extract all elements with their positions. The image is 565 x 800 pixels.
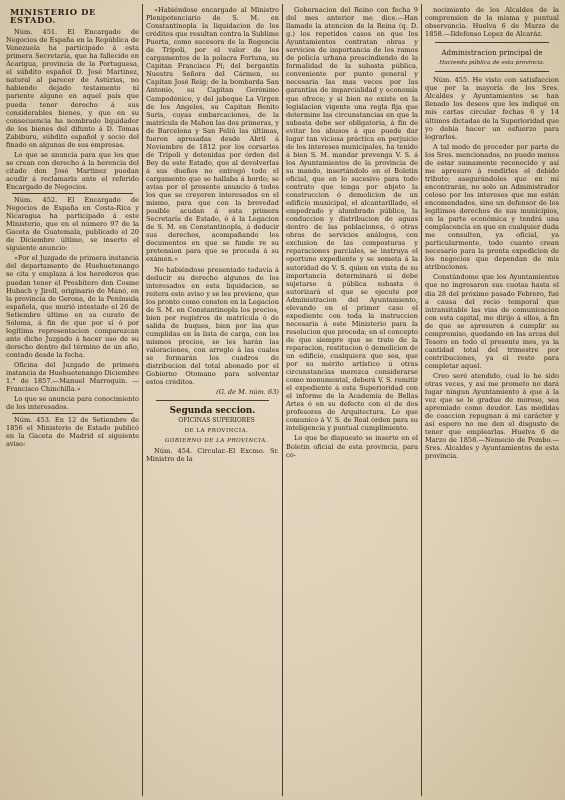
divider [12, 413, 133, 414]
paragraph: Núm. 451. El Encargado de Negocios de España en la República de Venezuela ha participado á esta primera Secretaría, que ha fallecido en Acarigua, provincia de la Portuguesa, el súbdito español D. José Martinez, natural al parecer de Astúrias, no habiendo dejado testamento ni pariente alguno en aquel país que pueda tener derecho á sus considerables bienes, y que en su consecuencia ha nombrado liquidador de los bienes del difunto á D. Tomas Zabiburu, súbdito español y socio del finado en algunas de sus empresas. [6, 28, 139, 149]
paragraph: Núm. 454. Circular.-El Excmo. Sr. Ministro de la [146, 447, 279, 464]
section-heading: Segunda seccion. [169, 406, 256, 417]
paragraph: Lo que se anuncia para conocimiento de los interesados. [6, 395, 139, 412]
paragraph: Lo que he dispuesto se inserte en el Boletin oficial de esta provincia, para co- [286, 434, 418, 459]
column-2 [146, 6, 279, 796]
divider [12, 193, 133, 194]
column-rule [421, 4, 422, 796]
column-4 [425, 6, 559, 796]
section-subheading: GOBIERNO DE LA PROVINCIA. [164, 438, 269, 445]
column-3 [286, 6, 418, 796]
office-subheading: Hacienda pública de esta provincia. [439, 60, 545, 67]
section-subheading: DE LA PROVINCIA. [184, 428, 249, 435]
column-rule [282, 4, 283, 796]
paragraph: Núm. 455. He visto con satisfaccion que por la mayoría de los Sres. Alcaldes y Ayuntamientos se han llenado los deseos que les indiqué en mis cartas circular fechas 6 y 14 últimos dictadas de la Superioridad que yo debia hacer un esfuerzo para lograrlos. [425, 76, 559, 141]
paragraph: Gobernacion del Reino con fecha 9 del mes anterior me dice.—Han llamado la atencion de la Reina (q. D. g.) los repetidos casos en que los Ayuntamientos contratan obras y servicios de importancia de los ramos de policía urbana prescindiendo de la formalidad de la subasta pública, conveniente por punto general y necesaria las mas veces por las garantías de imparcialidad y economía que ofrece; y si bien no existe en la legislacion vigente una regla fija que determine las circunstancias en que la subasta debe ser obligatoria, á fin de evitar los abusos á que puede dar lugar tan viciosa práctica en perjuicio de los intereses municipales, ha tenido á bien S. M. mandar prevenga V. S. á los Ayuntamientos de la provincia de su mando, insertándolo en el Boletin oficial, que en lo sucesivo para todo contrato que tenga por objeto la construccion ó demolicion de un edificio municipal, el alcantarillado, el empedrado y alumbrado público, la conduccion y distribucion de aguas dentro de las poblaciones, ó otras obras de servicios análogos, con exclusion de las composturas y reparaciones parciales, se instruya el oportuno expediente y se someta á la autoridad de V. S. quien en vista de su importancia determinará si debe sujetarse á pública subasta ó autorizará el que se ejecute por Administracion del Ayuntamiento, elevando en el primer caso el expediente con toda la instruccion necesaria á este Ministerio para la resolucion que proceda; en el concepto de que siempre que se trate de la reparacion, restitucion ó demolicion de un edificio, cualquiera que sea, que por su mérito artístico ú otras circunstancias merezca considerarse como monumental, deberá V. S. remitir el expediente á esta Superioridad con el informe de la Academia de Bellas Artes ó en su defecto con el de dos profesores de Arquitectura. Lo que comunico á V. S. de Real órden para su inteligencia y puntual cumplimiento. [286, 6, 418, 433]
paragraph: Núm. 452. El Encargado de Negocios de España en Costa-Rica y Nicaragua ha participado á este Ministerio, que en el número 97 de la Gaceta de Guatemala, publicado el 20 de Diciembre último, se inserto el siguiente anuncio: [6, 196, 139, 253]
paragraph: Núm. 453. En 12 de Setiembre de 1856 el Ministerio de Estado publicó en la Gaceta de Madrid el siguiente aviso: [6, 416, 139, 449]
paragraph: No habiéndose presentado todavía á deducir su derecho algunos de los interesados en esta liquidacion, se reitera este aviso y se les previene, que los pronto como consten en la Legacion de S. M. en Constantinopla los precios, bien por registros de matrícula ó de salida de buques, bien por las que cumplidas en la lista de carga, con los mismos precios, se les harán las valoraciones, con arreglo á las cuales se formarán los cuadros de distribucion del total abonado por el Gobierno Otomano para solventar estos créditos. [146, 265, 279, 387]
office-heading: Administracion principal de [441, 48, 543, 58]
source-reference: (G. de M. núm. 63) [216, 388, 279, 397]
paragraph: Creo seré atendido, cual lo he sido otras veces, y así me prometo no dará lugar ningun Ayuntamiento á que á la vez que se le gradue de moroso, sea apremiado como deudor. Las medidas de coaccion repugnan á mi carácter y así espero no me den el disgusto de tener que emplearlas. Huelva 6 de Marzo de 1858.—Nemecio de Pombo.—Sres. Alcaldes y Ayuntamientos de esta provincia. [425, 371, 559, 461]
paragraph: Oficina del Juzgado de primera instancia de Huehuetenango Diciembre 1.° de 1857.—Manuel Marroquin. —Francisco Chinchilla.» [6, 360, 139, 394]
column-1 [6, 6, 139, 796]
divider [435, 42, 549, 43]
paragraph: «Por el Juzgado de primera instancia del departamento de Huehuetenango se cita y emplaza á los herederos que puedan tener el Presbítero don Cosme Hubach y Jiroll, originario de Manó, en la provincia de Gerona, de la Península española, que murió intestado el 26 de Setiembre último en su curato de Soloma, á fin de que por sí ó por legítima representacion comparezcan ante dicho Juzgado á hacer uso de su derecho dentro del término de un año, contado desde la fecha. [6, 254, 139, 359]
paragraph: nocimiento de los Alcaldes de la comprension de la misma y puntual observancia. Huelva 6 de Marzo de 1858.—Ildefonso Lopez de Alcaráz. [425, 6, 559, 39]
column-rule [142, 4, 143, 796]
divider [156, 400, 269, 401]
divider [435, 71, 549, 72]
paragraph: «Habiéndose encargado al Ministro Plenipotenciario de S. M. en Constantinopla la liquidacion de los créditos que resultan contra la Sublime Puerta, como sucesora de la Regencia de Trípoli, por el valor de los cargamentos de la polacra Fortuna, su Capitan Francisco Pí; del bergantin Nuestra Señora del Cármen, su Capitan José Reig; de la bombarda San Antonio, su Capitan Gerónimo Campodónico, y del jabeque La Virgen de los Angeles, su Capitan Benito Suris, cuyas embarcaciones, de la matrícula de Mahon las dos primeras, y de Barcelona y San Feliú las últimas, fueron apresadas desde Abril á Noviembre de 1812 por los corsarios de Trípoli y detenidas por órden del Bey de este Estado, que al devolverlas á sus dueños no entregó todo el cargamento que se hallaba á bordo; se avisa por el presente anuncio á todos los que se creyeren interesados en el mismo, para que con la brevedad posible acudan á esta primera Secretaría de Estado, ó á la Legacion de S. M. en Constantinopla, á deducir sus derechos, acompañando los documentos en que se funde re su pretension para que se proceda á su exámen.» [146, 6, 279, 264]
section-masthead: MINISTERIO DE ESTADO. [10, 7, 96, 26]
paragraph: Lo que se anuncia para que los que se crean con derecho á la herencia del citado don José Martinez puedan acudir á reclamarla ante el referido Encargado de Negocios. [6, 150, 139, 191]
paragraph: Constándome que los Ayuntamientos que no ingresaron sus cuotas hasta el dia 28 del próximo pasado Febrero, fué á causa del recio temporal que intransitable las vias de comunicacion con esta capital, me dirijo á ellos, á fin de que se apresuren á cumplir su compromiso, quedando en las arcas del Tesoro en todo el presente mes, ya la cantidad total del trimestre por contribuciones, ya el resto para completar aquel. [425, 273, 559, 370]
section-subheading: OFICINAS SUPERIORES [178, 417, 255, 425]
paragraph: A tal modo de proceder por parte de los Sres. mencionados, no puedo menos de estar sumamente reconocido y así me apresuro á rendirles el debido tributo; asegurándoles que en mí encontrarán, no solo un Administrador celoso por los intereses que me están encomendados, sino un defensor de los legítimos derechos de sus municipios, en la parte económica y tendrá una complacencia en que en cualquier duda me consulten, ya oficial, ya particularmente, todo cuanto crean necesario para la pronta expedicion de los negocios que dependan de mis atribuciones. [425, 142, 559, 272]
